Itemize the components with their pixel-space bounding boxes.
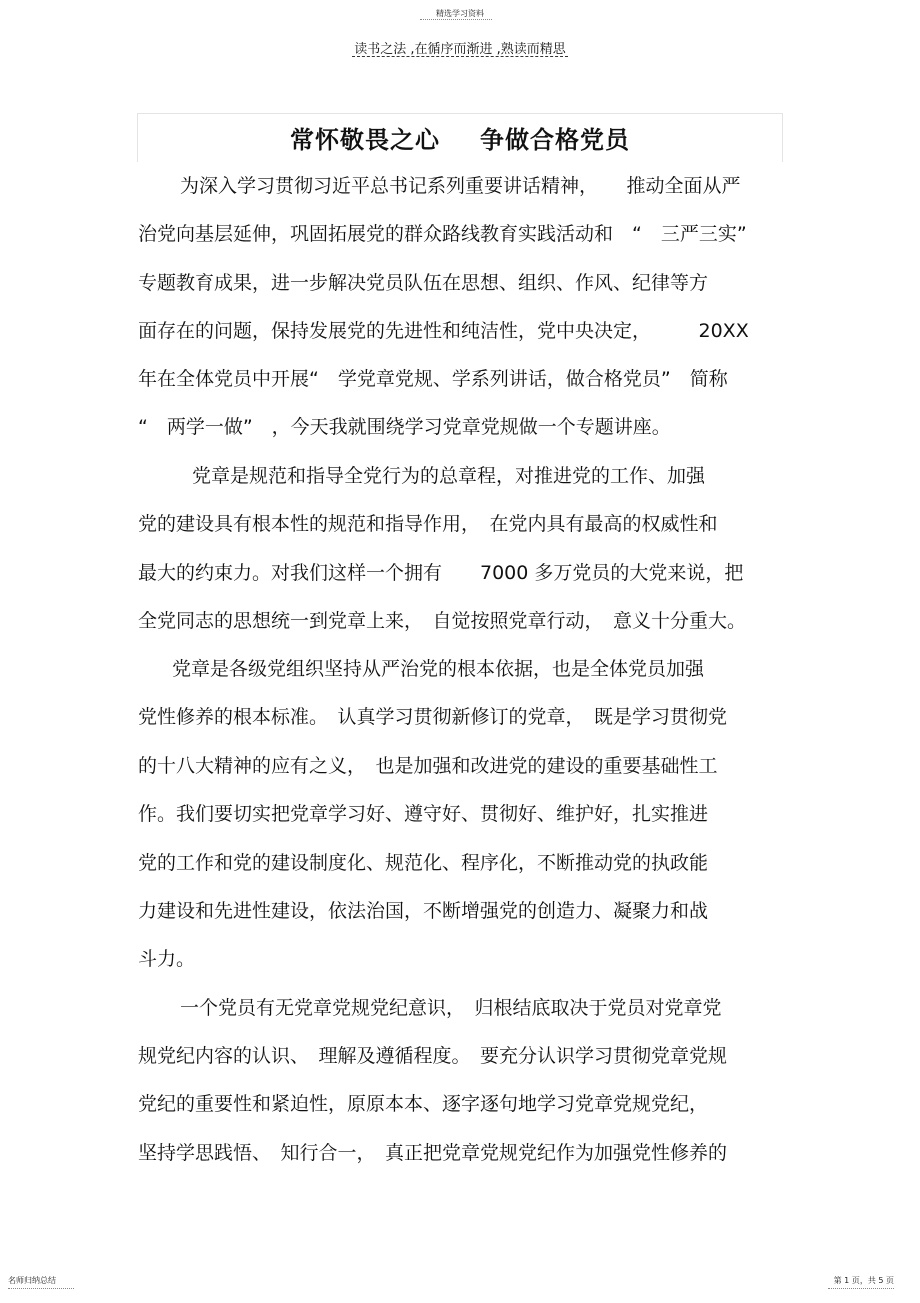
- body-line: “ 两学一做” ，今天我就围绕学习党章党规做一个专题讲座。: [138, 416, 671, 438]
- top-label: 精选学习资料: [436, 9, 484, 18]
- body-line: 党章是各级党组织坚持从严治党的根本依据，也是全体党员加强: [172, 658, 705, 680]
- body-line: 一个党员有无党章党规党纪意识， 归根结底取决于党员对党章党: [180, 997, 722, 1019]
- body-line: 为深入学习贯彻习近平总书记系列重要讲话精神， 推动全面从严: [180, 175, 741, 197]
- body-line: 规党纪内容的认识、 理解及遵循程度。 要充分认识学习贯彻党章党规: [138, 1045, 728, 1067]
- title-part-2: 争做合格党员: [480, 126, 630, 154]
- footer-right-divider: [828, 1288, 894, 1289]
- top-label-divider: [420, 19, 492, 20]
- body-line: 的十八大精神的应有之义， 也是加强和改进党的建设的重要基础性工: [138, 755, 718, 777]
- body-line: 专题教育成果，进一步解决党员队伍在思想、组织、作风、纪律等方: [138, 272, 709, 294]
- body-line: 坚持学思践悟、 知行合一， 真正把党章党规党纪作为加强党性修养的: [138, 1142, 728, 1164]
- footer-left-divider: [8, 1288, 74, 1289]
- body-line: 党的建设具有根本性的规范和指导作用， 在党内具有最高的权威性和: [138, 513, 718, 535]
- body-line: 作。我们要切实把党章学习好、遵守好、贯彻好、维护好，扎实推进: [138, 803, 709, 825]
- page-number: 第 1 页，共 5 页: [833, 1276, 894, 1285]
- body-line: 面存在的问题，保持发展党的先进性和纯洁性，党中央决定， 20XX: [138, 320, 749, 342]
- title-part-1: 常怀敬畏之心: [290, 126, 440, 154]
- body-line: 最大的约束力。对我们这样一个拥有 7000 多万党员的大党来说，把: [138, 562, 744, 584]
- body-line: 党的工作和党的建设制度化、规范化、程序化，不断推动党的执政能: [138, 852, 709, 874]
- body-line: 全党同志的思想统一到党章上来， 自觉按照党章行动， 意义十分重大。: [138, 610, 747, 632]
- page-title: [0, 120, 920, 155]
- motto-underline: [352, 56, 568, 57]
- motto: 读书之法 ,在循序而渐进 ,熟读而精思: [354, 42, 566, 57]
- footer-left-label: 名师归纳总结: [8, 1276, 56, 1285]
- body-line: 党章是规范和指导全党行为的总章程，对推进党的工作、加强: [192, 465, 706, 487]
- body-line: 党性修养的根本标准。 认真学习贯彻新修订的党章， 既是学习贯彻党: [138, 706, 728, 728]
- body-line: 治党向基层延伸，巩固拓展党的群众路线教育实践活动和 “ 三严三实”: [138, 223, 747, 245]
- body-line: 年在全体党员中开展“ 学党章党规、学系列讲话，做合格党员” 简称: [138, 368, 728, 390]
- body-line: 力建设和先进性建设，依法治国，不断增强党的创造力、凝聚力和战: [138, 900, 709, 922]
- body-line: 斗力。: [138, 948, 196, 970]
- body-line: 党纪的重要性和紧迫性，原原本本、逐字逐句地学习党章党规党纪，: [138, 1093, 709, 1115]
